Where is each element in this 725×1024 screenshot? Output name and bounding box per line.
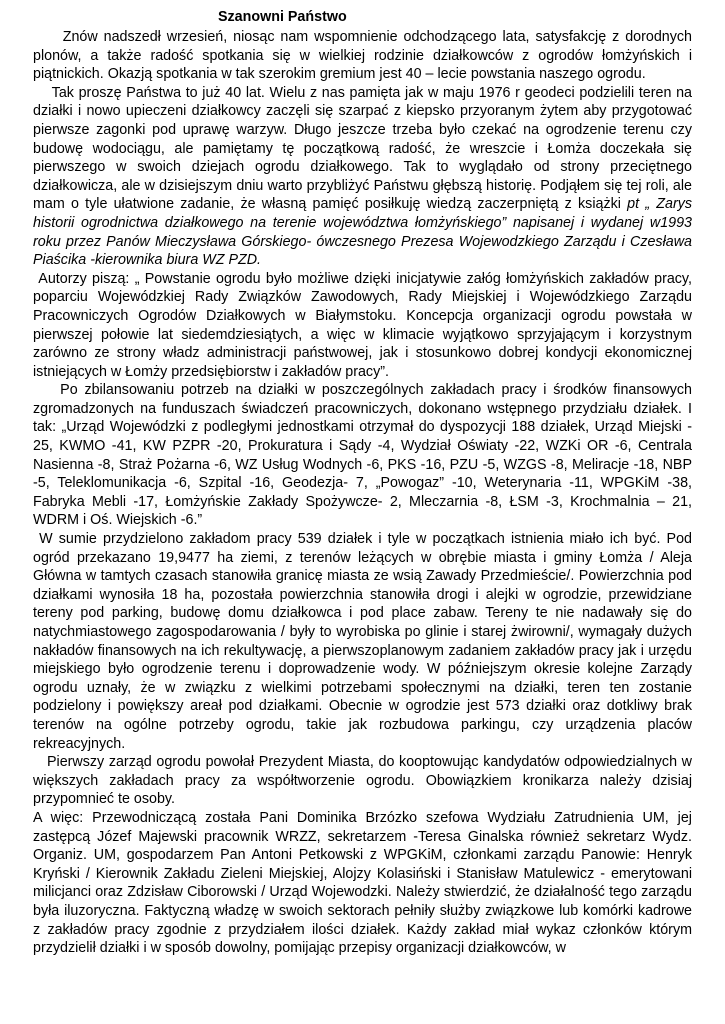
book-citation: pt „ Zarys historii ogrodnictwa działkowego na terenie województwa łomżyńskiego” napisanej i wydanej w1993 roku przez Panów Mieczysława Górskiego- ówczesnego Prezesa Wojewodzkiego Zarządu i Czesława Piaścika -kierownika biura WZ PZD. [33, 196, 693, 269]
paragraph-first-board: Pierwszy zarząd ogrodu powołał Prezydent Miasta, do kooptowując kandydatów odpowiedzialnych w większych zakładach pracy za współtworzenie ogrodu. Obowiązkiem kronikarza należy dzisiaj przypomnieć te osoby. [33, 754, 692, 808]
paragraph-history [33, 84, 692, 270]
paragraph-history-text: Tak proszę Państwa to już 40 lat. Wielu z nas pamięta jak w maju 1976 r geodeci podzielili teren na działki i nowo upieczeni działkowcy zaczęli się szarpać z kiepsko przyoranym żytem aby przygotować pierwsze zagonki pod uprawę warzyw. Długo jeszcze trzeba było czekać na ogrodzenie terenu czy budowę wodociągu, ale pamiętamy tę początkową radość, że wreszcie i Łomża doczekała się pierwszego w swoich dziejach ogrodu działkowego. Tak to wyglądało od strony przeciętnego działkowicza, ale w dzisiejszym dniu warto przybliżyć Państwu głębszą historię. Podjąłem się tej roli, ale mam o tyle ułatwione zadanie, że własną pamięć posiłkuję wiedzą zaczerpniętą z książki [33, 84, 692, 213]
paragraph-allocation: Po zbilansowaniu potrzeb na działki w poszczególnych zakładach pracy i środków finansowych zgromadzonych na funduszach świadczeń pracowniczych, dokonano wstępnego przydziału działek. I tak: „Urząd Wojewódzki z podległymi jednostkami otrzymał do dyspozycji 188 działek, Urząd Miejski - 25, KWMO -41, KW PZPR -20, Prokuratura i Sądy -4, Wydział Oświaty -22, WZKi OR -6, Centrala Nasienna -8, Straż Pożarna -6, WZ Usług Wodnych -6, PKS -16, PZU -5, WZGS -8, Meliracje -18, NBP -5, Teleklomunikacja -6, Szpital -16, Geodezja- 7, „Powogaz” -10, Weterynaria -11, WPGKiM -38, Fabryka Mebli -17, Łomżyńskie Zakłady Spożywcze- 2, Mleczarnia -8, ŁSM -3, Krochmalnia – 21, WDRM i Oś. Wiejskich -6.” [33, 382, 692, 529]
paragraph-authors-quote: Autorzy piszą: „ Powstanie ogrodu było możliwe dzięki inicjatywie załóg łomżyńskich zakładów pracy, poparciu Wojewódzkiej Rady Związków Zawodowych, Rady Miejskiej i Wojewódzkiego Zarządu Pracowniczych Ogrodów Działkowych w Białymstoku. Koncepcja organizacji ogrodu powstała w pierwszej połowie lat siedemdziesiątych, a więc w klimacie wyjątkowo sprzyjającym i korzystnym zarówno ze strony władz administracji państwowej, jak i stosunkowo dobrej kondycji ekonomicznej istniejących w Łomży przedsiębiorstw i zakładów pracy”. [33, 270, 692, 380]
letter-heading: Szanowni Państwo [218, 9, 347, 25]
paragraph-intro: Znów nadszedł wrzesień, niosąc nam wspomnienie odchodzącego lata, satysfakcję z dorodnych plonów, a także radość spotkania się w wielkiej rodzinie działkowców z ogrodów łomżyńskich i piątnickich. Okazją spotkania w tak szerokim gremium jest 40 – lecie powstania naszego ogrodu. [33, 29, 692, 83]
paragraph-board-members: A więc: Przewodniczącą została Pani Dominika Brzózko szefowa Wydziału Zatrudnienia UM, jej zastępcą Józef Majewski pracownik WRZZ, sekretarzem -Teresa Ginalska również sekretarz Wydz. Organiz. UM, gospodarzem Pan Antoni Petkowski z WPGKiM, członkami zarządu Panowie: Henryk Kryński / Kierownik Zakładu Zieleni Miejskiej, Alojzy Kolasiński i Stanisław Matulewicz - emerytowani milicjanci oraz Zdzisław Ciborowski / Urząd Wojewodzki. Należy stwierdzić, że działalność tego zarządu była iluzoryczna. Faktyczną władzę w swoich sektorach pełniły służby związkowe lub komórki kadrowe z zakładów pracy zgodnie z przydziałem ilości działek. Każdy zakład miał wykaz członków którym przydzielił działki i w sposób dowolny, pomijając przepisy organizacji działkowców, w [33, 809, 692, 957]
paragraph-area: W sumie przydzielono zakładom pracy 539 działek i tyle w początkach istnienia miało ich być. Pod ogród przekazano 19,9477 ha ziemi, z terenów leżących w obrębie miasta i gminy Łomża / Aleja Główna w tamtych czasach stanowiła granicę miasta ze wsią Zawady Przedmieście/. Powierzchnia pod działkami wynosiła 18 ha, pozostała powierzchnia stanowiła drogi i alejki w ogrodzie, przewidziane tereny pod parking, budowę domu działkowca i pod place zabaw. Tereny te nie nadawały się do natychmiastowego zagospodarowania / były to wyrobiska po glinie i starej żwirowni/, wymagały dużych nakładów finansowych na ich rekultywację, a pierwszoplanowym zadaniem zakładów pracy jak i urzędu miejskiego było ogrodzenie terenu i doprowadzenie wody. W późniejszym okresie kolejne Zarządy ogrodu uznały, że w związku z wielkimi potrzebami społecznymi na działki, teren ten zostanie podzielony i powiększy areał pod działkami. Obecnie w ogrodzie jest 573 działki oraz dotkliwy brak terenów na ogólne potrzeby ogrodu, takie jak rozbudowa parkingu, czy urządzenia placów rekreacyjnych. [33, 531, 692, 752]
